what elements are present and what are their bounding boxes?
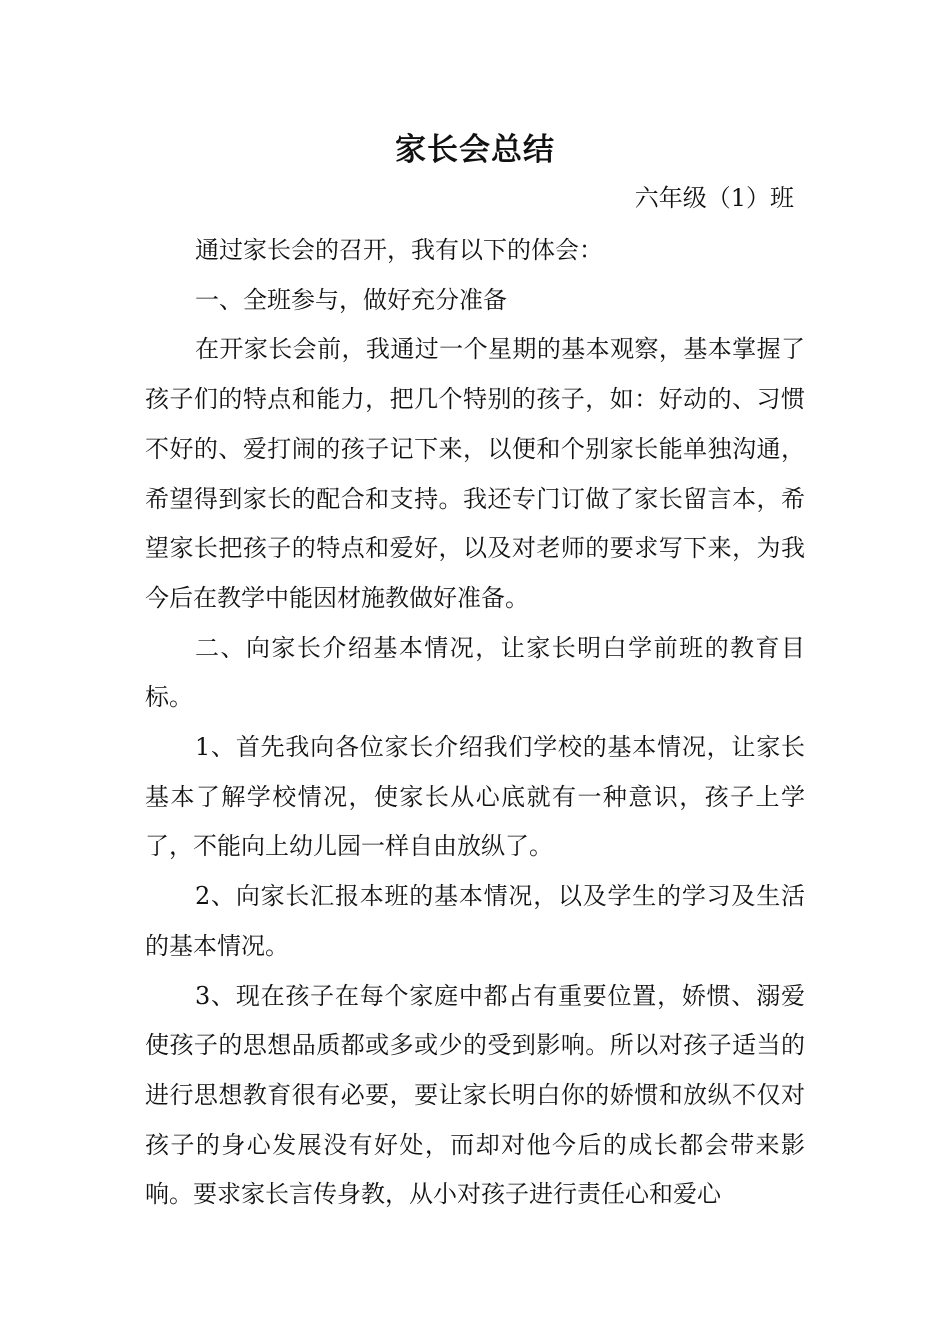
section-heading-1: 一、全班参与，做好充分准备 xyxy=(195,285,507,314)
class-name: 六年级（1）班 xyxy=(634,184,794,212)
section-heading-2: 二、向家长介绍基本情况，让家长明白学前班的教育目标。 xyxy=(145,633,805,712)
document-body xyxy=(145,226,805,1220)
paragraph-intro: 通过家长会的召开，我有以下的体会： xyxy=(195,236,603,264)
paragraph-item-1: 1、首先我向各位家长介绍我们学校的基本情况，让家长基本了解学校情况，使家长从心底就有一种意识，孩子上学了，不能向上幼儿园一样自由放纵了。 xyxy=(145,733,805,861)
paragraph-item-3: 3、现在孩子在每个家庭中都占有重要位置，娇惯、溺爱使孩子的思想品质都或多或少的受到影响。所以对孩子适当的进行思想教育很有必要，要让家长明白你的娇惯和放纵不仅对孩子的身心发展没有好处，而却对他今后的成长都会带来影响。要求家长言传身教，从小对孩子进行责任心和爱心 xyxy=(145,981,805,1209)
paragraph-item-2: 2、向家长汇报本班的基本情况，以及学生的学习及生活的基本情况。 xyxy=(145,882,805,960)
paragraph-preparation: 在开家长会前，我通过一个星期的基本观察，基本掌握了孩子们的特点和能力，把几个特别的孩子，如：好动的、习惯不好的、爱打闹的孩子记下来，以便和个别家长能单独沟通，希望得到家长的配合和支持。我还专门订做了家长留言本，希望家长把孩子的特点和爱好，以及对老师的要求写下来，为我今后在教学中能因材施教做好准备。 xyxy=(145,335,805,612)
document-title: 家长会总结 xyxy=(395,132,555,168)
